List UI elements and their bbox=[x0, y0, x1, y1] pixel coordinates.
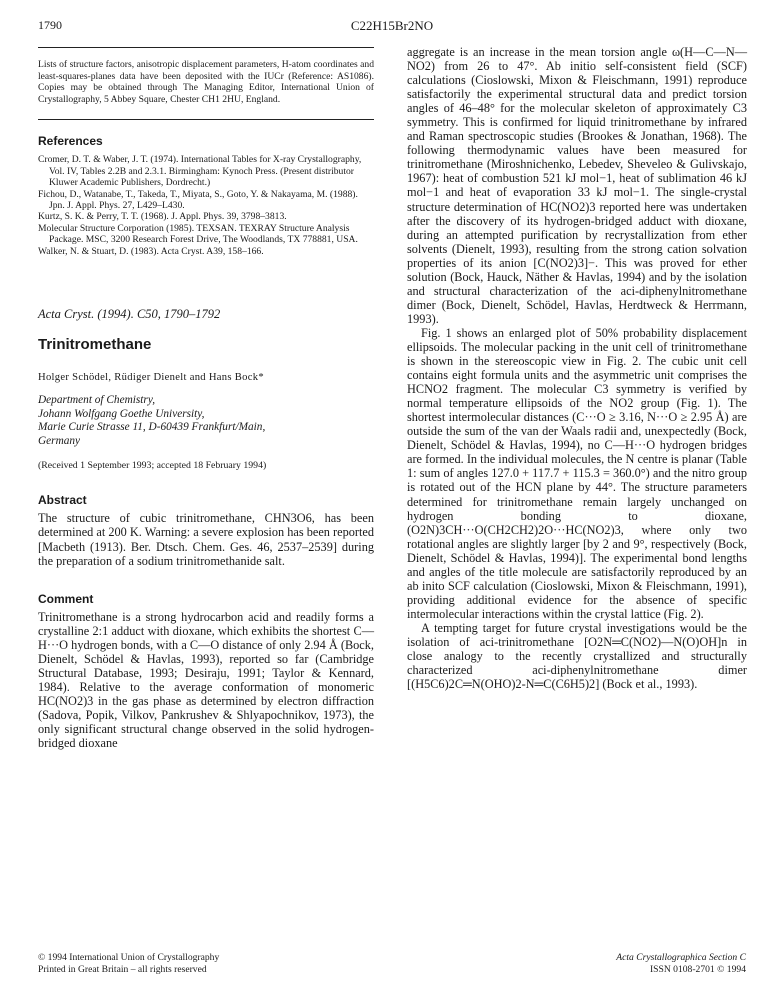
reference-item: Fichou, D., Watanabe, T., Takeda, T., Miyata, S., Goto, Y. & Nakayama, M. (1988). Jpn. J. Appl. Phys. 27, L429–L430. bbox=[38, 188, 358, 211]
affiliation-line: Department of Chemistry, bbox=[38, 394, 156, 407]
printed-note: Printed in Great Britain – all rights reserved bbox=[38, 963, 207, 975]
comment-text-right-3: A tempting target for future crystal investigations would be the isolation of aci-trinitromethane [O2N═C(NO2)—N(O)OH]n in close analogy to the recently crystallized and structurally characterized aci-diphenylnitromethane dimer [(H5C6)2C═N(OHO)2-N═C(C6H5)2] (Bock et al., 1993). bbox=[407, 620, 747, 692]
footer-left bbox=[38, 952, 219, 975]
issn: ISSN 0108-2701 © 1994 bbox=[649, 963, 746, 975]
reference-item: Kurtz, S. K. & Perry, T. T. (1968). J. Appl. Phys. 39, 3798–3813. bbox=[38, 211, 287, 223]
article-citation: Acta Cryst. (1994). C50, 1790–1792 bbox=[38, 307, 221, 322]
references-rule bbox=[38, 119, 374, 120]
authors: Holger Schödel, Rüdiger Dienelt and Hans Bock* bbox=[38, 372, 264, 384]
references-heading: References bbox=[38, 134, 103, 149]
page-number: 1790 bbox=[38, 18, 62, 32]
abstract-text: The structure of cubic trinitromethane, CHN3O6, has been determined at 200 K. Warning: a severe explosion has been reported [Macbeth (1913). Ber. Dtsch. Chem. Ges. 46, 2537–2539] during the preparation of a sodium trinitromethanide salt. bbox=[38, 511, 374, 568]
left-column bbox=[38, 50, 374, 750]
received-dates: (Received 1 September 1993; accepted 18 February 1994) bbox=[38, 460, 267, 472]
journal-section: Acta Crystallographica Section C bbox=[616, 952, 746, 963]
comment-text-right-1: aggregate is an increase in the mean torsion angle ω(H—C—N—NO2) from 26 to 47°. Ab initio self-consistent field (SCF) calculations (Cioslowski, Mixon & Fleischmann, 1991) reproduce satisfactorily the experimental structural data and predict torsion angles of 46–48° for the molecular skeleton of approximately C3 symmetry. This is confirmed for liquid trinitromethane by infrared and Raman spectroscopic studies (Brookes & Jonathan, 1968). The following thermodynamic values have been measured for trinitromethane (Miroshnichenko, Lebedev, Sheveleo & Gulivskajo, 1967): heat of combustion 521 kJ mol−1, heat of sublimation 46 kJ mol−1 and heat of evaporation 33 kJ mol−1. The single-crystal structure determination of HC(NO2)3 reported here was undertaken after the discovery of its hydrogen-bridged adduct with dioxane, during an attempted purification by recrystallization from ether solvents (Dienelt, 1993), resulting from the strong cation solvation properties of its anion [C(NO2)3]−. This was proved for ether solution (Bock, Hauck, Näther & Havlas, 1994) and by the isolation and structural characterization of the aci-diphenylnitromethane dimer (Bock, Dienelt, Schödel, Havlas, Herdtweck & Herrmann, 1993). bbox=[407, 45, 747, 326]
affiliation-line: Marie Curie Strasse 11, D-60439 Frankfurt/Main, bbox=[38, 421, 266, 434]
affiliation bbox=[38, 394, 374, 448]
running-header bbox=[38, 18, 746, 36]
right-column bbox=[407, 45, 747, 691]
affiliation-line: Johann Wolfgang Goethe University, bbox=[38, 407, 205, 420]
footer-right bbox=[616, 952, 746, 975]
reference-item: Molecular Structure Corporation (1985). TEXSAN. TEXRAY Structure Analysis Package. MSC, 3200 Research Forest Drive, The Woodlands, TX 778881, USA. bbox=[38, 222, 358, 246]
reference-item: Cromer, D. T. & Waber, J. T. (1974). International Tables for X-ray Crystallography, Vol. IV, Tables 2.2B and 2.3.1. Birmingham: Kynoch Press. (Present distributor Kluwer Academic Publishers, Dordrecht.) bbox=[38, 154, 362, 189]
copyright: © 1994 International Union of Crystallography bbox=[38, 952, 220, 963]
abstract-heading: Abstract bbox=[38, 493, 87, 508]
reference-item: Walker, N. & Stuart, D. (1983). Acta Cryst. A39, 158–166. bbox=[38, 245, 264, 257]
comment-text-right-2: Fig. 1 shows an enlarged plot of 50% probability displacement ellipsoids. The molecular packing in the unit cell of trinitromethane is shown in the stereoscopic view in Fig. 2. The cubic unit cell contains eight formula units and the asymmetric unit comprises the HCNO2 fragment. The molecular C3 symmetry is verified by normal temperature ellipsoids of the NO2 group (Fig. 1). The shortest intermolecular distances (C···O ≥ 3.16, N···O ≥ 2.95 Å) are outside the sum of the van der Waals radii and, unexpectedly (Bock, Dienelt, Schödel & Havlas, 1994), no C—H···O hydrogen bridges are formed. In the individual molecules, the N centre is planar (Table 1: sum of angles 127.0 + 117.7 + 115.3 = 360.0°) and the nitro group is rotated out of the HCN plane by 44°. The structure parameters determined for trinitromethane remain largely unchanged on hydrogen bonding to dioxane, (O2N)3CH···O(CH2CH2)2O···HC(NO2)3, where only two rotational angles are slightly larger [by 2 and 9°, respectively (Bock, Dienelt, Schödel & Havlas, 1994)]. The experimental bond lengths and angles of the title molecule are satisfactorily reproduced by an ab inito SCF calculation (Cioslowski, Mixon & Fleischmann, 1991), providing additional evidence for the absence of specific intermolecular interactions within the crystal lattice (Fig. 2). bbox=[407, 325, 747, 621]
comment-heading: Comment bbox=[38, 591, 94, 606]
article-title: Trinitromethane bbox=[38, 336, 152, 354]
reference-list bbox=[38, 154, 374, 257]
header-rule-left bbox=[38, 47, 374, 48]
header-formula: C22H15Br2NO bbox=[350, 18, 434, 33]
comment-text-left: Trinitromethane is a strong hydrocarbon acid and readily forms a crystalline 2:1 adduct with dioxane, which exhibits the shortest C—H···O hydrogen bonds, with a C—O distance of only 2.94 Å (Bock, Dienelt, Schödel & Havlas, 1993), reported so far (Cambridge Structural Database, 1993; Desiraju, 1991; Taylor & Kennard, 1984). Relative to the average conformation of monomeric HC(NO2)3 in the gas phase as determined by electron diffraction (Sadova, Popik, Vilkov, Pankrushev & Shlyapochnikov, 1973), the only significant structural change observed in the solid hydrogen-bridged dioxane bbox=[38, 609, 374, 751]
deposit-note: Lists of structure factors, anisotropic displacement parameters, H-atom coordinates and least-squares-planes data have been deposited with the IUCr (Reference: AS1086). Copies may be obtained through The Managing Editor, International Union of Crystallography, 5 Abbey Square, Chester CH1 2HU, England. bbox=[38, 59, 374, 105]
affiliation-line: Germany bbox=[38, 434, 81, 447]
